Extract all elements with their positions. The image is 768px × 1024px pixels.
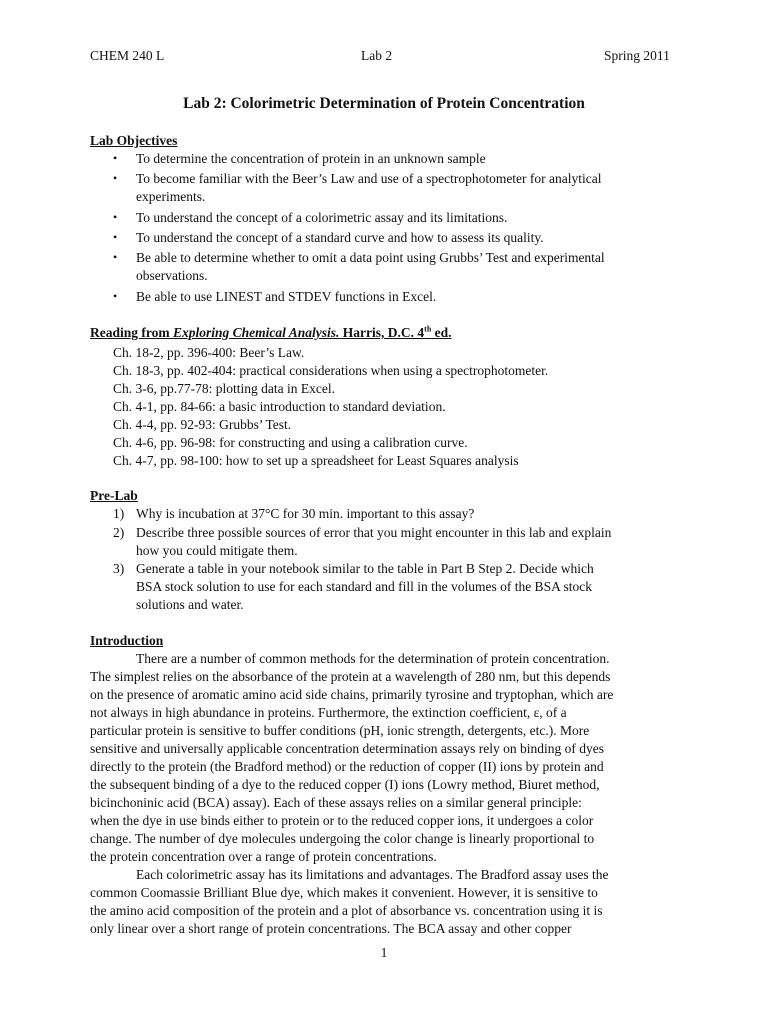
reading-item: Ch. 4-6, pp. 96-98: for constructing and using a calibration curve. bbox=[113, 435, 468, 450]
header-term: Spring 2011 bbox=[604, 48, 670, 63]
introduction-heading: Introduction bbox=[90, 633, 164, 648]
bullet-icon: • bbox=[113, 250, 118, 264]
reading-item: Ch. 4-7, pp. 98-100: how to set up a spreadsheet for Least Squares analysis bbox=[113, 453, 519, 468]
reading-item: Ch. 18-3, pp. 402-404: practical considerations when using a spectrophotometer. bbox=[113, 363, 549, 378]
page-title: Lab 2: Colorimetric Determination of Protein Concentration bbox=[183, 95, 585, 112]
objective-line: Be able to determine whether to omit a data point using Grubbs’ Test and experimental bbox=[136, 250, 605, 265]
intro-line: only linear over a short range of protein concentrations. The BCA assay and other copper bbox=[90, 921, 572, 936]
intro-line: on the presence of aromatic amino acid side chains, primarily tyrosine and tryptophan, which are bbox=[90, 687, 614, 702]
objective-line: Be able to use LINEST and STDEV functions in Excel. bbox=[136, 289, 437, 304]
bullet-icon: • bbox=[113, 210, 118, 224]
reading-prefix: Reading from bbox=[90, 325, 173, 340]
objective-line: To become familiar with the Beer’s Law and use of a spectrophotometer for analytical bbox=[136, 171, 602, 186]
objective-line: observations. bbox=[136, 268, 208, 283]
bullet-icon: • bbox=[113, 230, 118, 244]
prelab-number: 1) bbox=[113, 506, 125, 521]
intro-line: not always in high abundance in proteins. Furthermore, the extinction coefficient, ε, of a bbox=[90, 705, 567, 720]
prelab-line: how you could mitigate them. bbox=[136, 543, 298, 558]
reading-edition-sup: th bbox=[424, 324, 432, 334]
intro-line: the subsequent binding of a dye to the reduced copper (I) ions (Lowry method, Biuret method, bbox=[90, 777, 600, 792]
bullet-icon: • bbox=[113, 289, 118, 303]
intro-line: Each colorimetric assay has its limitations and advantages. The Bradford assay uses the bbox=[136, 867, 609, 882]
prelab-line: solutions and water. bbox=[136, 597, 244, 612]
intro-line: change. The number of dye molecules undergoing the color change is linearly proportional to bbox=[90, 831, 595, 846]
reading-heading bbox=[90, 324, 452, 342]
reading-edition-suffix: ed. bbox=[431, 325, 452, 340]
intro-line: the amino acid composition of the protein and a plot of absorbance vs. concentration using it is bbox=[90, 903, 603, 918]
intro-line: particular protein is sensitive to buffer conditions (pH, ionic strength, detergents, etc.). More bbox=[90, 723, 590, 738]
intro-line: The simplest relies on the absorbance of the protein at a wavelength of 280 nm, but this depends bbox=[90, 669, 611, 684]
prelab-line: Generate a table in your notebook similar to the table in Part B Step 2. Decide which bbox=[136, 561, 594, 576]
prelab-number: 2) bbox=[113, 525, 125, 540]
prelab-line: BSA stock solution to use for each standard and fill in the volumes of the BSA stock bbox=[136, 579, 592, 594]
reading-book-title: Exploring Chemical Analysis. bbox=[173, 325, 340, 340]
prelab-line: Describe three possible sources of error that you might encounter in this lab and explain bbox=[136, 525, 612, 540]
reading-author: Harris, D.C. 4 bbox=[339, 325, 425, 340]
prelab-number: 3) bbox=[113, 561, 125, 576]
intro-line: There are a number of common methods for the determination of protein concentration. bbox=[136, 651, 610, 666]
objective-line: To determine the concentration of protein in an unknown sample bbox=[136, 151, 486, 166]
intro-line: sensitive and universally applicable concentration determination assays rely on binding of dyes bbox=[90, 741, 604, 756]
bullet-icon: • bbox=[113, 171, 118, 185]
header-course: CHEM 240 L bbox=[90, 48, 165, 63]
reading-item: Ch. 4-4, pp. 92-93: Grubbs’ Test. bbox=[113, 417, 292, 432]
intro-line: bicinchoninic acid (BCA) assay). Each of these assays relies on a similar general principle: bbox=[90, 795, 582, 810]
intro-line: common Coomassie Brilliant Blue dye, which makes it convenient. However, it is sensitive to bbox=[90, 885, 598, 900]
objective-line: experiments. bbox=[136, 189, 206, 204]
objective-line: To understand the concept of a standard curve and how to assess its quality. bbox=[136, 230, 544, 245]
prelab-heading: Pre-Lab bbox=[90, 488, 138, 503]
reading-item: Ch. 3-6, pp.77-78: plotting data in Excel. bbox=[113, 381, 335, 396]
page-number: 1 bbox=[380, 945, 388, 960]
intro-line: directly to the protein (the Bradford method) or the reduction of copper (II) ions by protein and bbox=[90, 759, 604, 774]
objectives-heading: Lab Objectives bbox=[90, 133, 178, 148]
header-lab: Lab 2 bbox=[361, 48, 393, 63]
objective-line: To understand the concept of a colorimetric assay and its limitations. bbox=[136, 210, 508, 225]
reading-item: Ch. 4-1, pp. 84-66: a basic introduction to standard deviation. bbox=[113, 399, 446, 414]
intro-line: when the dye in use binds either to protein or to the reduced copper ions, it undergoes a color bbox=[90, 813, 594, 828]
prelab-line: Why is incubation at 37°C for 30 min. important to this assay? bbox=[136, 506, 475, 521]
intro-line: the protein concentration over a range of protein concentrations. bbox=[90, 849, 437, 864]
reading-item: Ch. 18-2, pp. 396-400: Beer’s Law. bbox=[113, 345, 305, 360]
bullet-icon: • bbox=[113, 151, 118, 165]
